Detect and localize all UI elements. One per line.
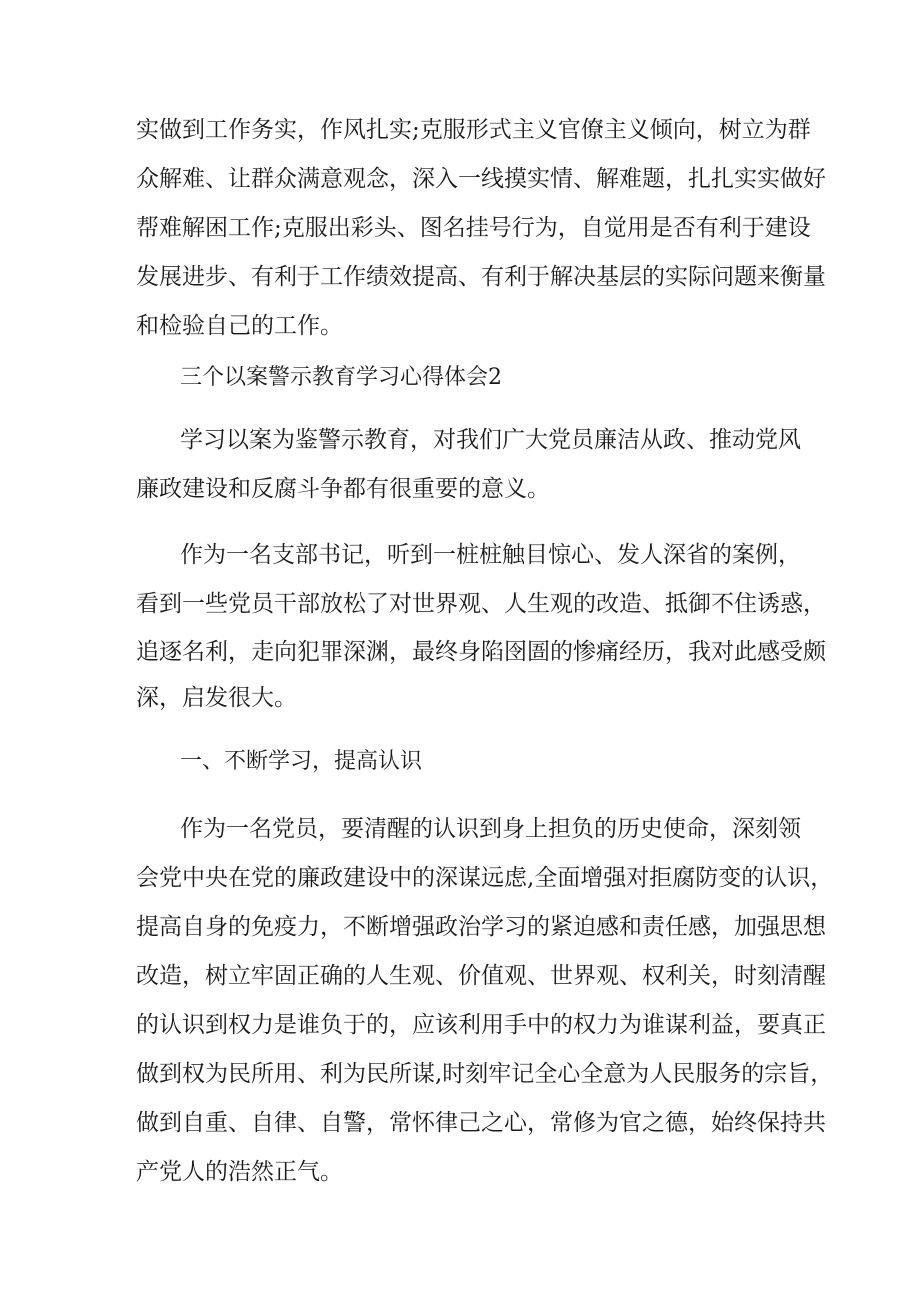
paragraph-line: 的认识到权力是谁负于的，应该利用手中的权力为谁谋利益，要真正 <box>136 1012 826 1038</box>
paragraph-line: 深，启发很大。 <box>136 685 297 711</box>
paragraph-line: 追逐名利，走向犯罪深渊，最终身陷囹圄的惨痛经历，我对此感受颇 <box>136 639 826 665</box>
paragraph-line: 看到一些党员干部放松了对世界观、人生观的改造、抵御不住诱惑， <box>136 591 826 617</box>
paragraph-line: 做到自重、自律、自警，常怀律己之心，常修为官之德，始终保持共 <box>136 1110 826 1136</box>
document-subtitle: 三个以案警示教育学习心得体会2 <box>180 365 502 390</box>
paragraph-line: 改造，树立牢固正确的人生观、价值观、世界观、权利关，时刻清醒 <box>136 963 826 989</box>
paragraph-line: 会党中央在党的廉政建设中的深谋远虑,全面增强对拒腐防变的认识， <box>136 865 834 891</box>
paragraph-line: 帮难解困工作;克服出彩头、图名挂号行为，自觉用是否有利于建设 <box>136 215 811 241</box>
paragraph-line: 实做到工作务实，作风扎实;克服形式主义官僚主义倾向，树立为群 <box>136 117 811 143</box>
paragraph-line: 作为一名支部书记，听到一桩桩触目惊心、发人深省的案例， <box>180 542 801 568</box>
paragraph-line: 廉政建设和反腐斗争都有很重要的意义。 <box>136 476 550 502</box>
paragraph-line: 产党人的浩然正气。 <box>136 1159 343 1185</box>
paragraph-line: 发展进步、有利于工作绩效提高、有利于解决基层的实际问题来衡量 <box>136 264 826 290</box>
paragraph-line: 学习以案为鉴警示教育，对我们广大党员廉洁从政、推动党风 <box>180 427 801 453</box>
paragraph-line: 提高自身的免疫力，不断增强政治学习的紧迫感和责任感，加强思想 <box>136 914 826 940</box>
section-heading: 一、不断学习，提高认识 <box>180 749 423 774</box>
paragraph-line: 和检验自己的工作。 <box>136 313 343 339</box>
paragraph-line: 作为一名党员，要清醒的认识到身上担负的历史使命，深刻领 <box>180 816 801 842</box>
paragraph-line: 做到权为民所用、利为民所谋,时刻牢记全心全意为人民服务的宗旨， <box>136 1061 834 1087</box>
paragraph-line: 众解难、让群众满意观念，深入一线摸实情、解难题，扎扎实实做好 <box>136 166 826 192</box>
